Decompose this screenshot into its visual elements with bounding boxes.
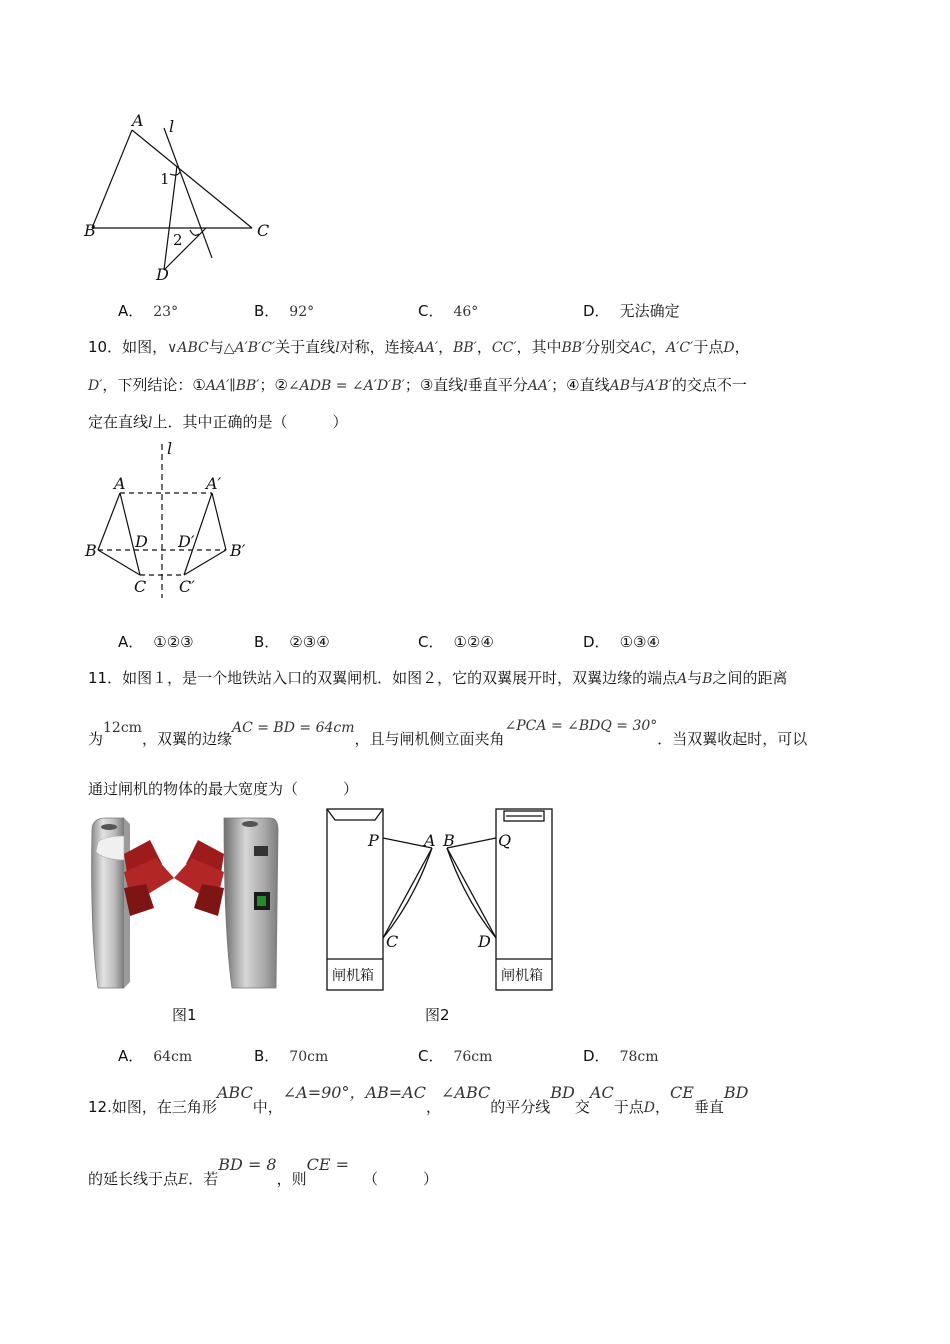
q10-option-c-label: C． <box>418 633 444 651</box>
q11-math: 12cm <box>103 720 142 736</box>
q9-figure <box>80 110 280 290</box>
q10-option-d[interactable] <box>583 631 660 652</box>
q11-line-3 <box>88 778 358 799</box>
q10-option-c[interactable] <box>418 631 494 652</box>
q11-label-q: Q <box>498 831 512 850</box>
q10-math: AA′ <box>414 340 439 356</box>
q11-number: 11． <box>88 669 123 687</box>
q10-option-a-label: A． <box>118 633 144 651</box>
q11-text: 通过闸机的物体的最大宽度为（ ） <box>88 780 359 798</box>
q12-text: 交 <box>574 1098 590 1116</box>
q10-math: l <box>335 340 340 356</box>
q12-math: CE = <box>306 1155 350 1174</box>
q10-text: ；② <box>259 376 288 394</box>
q11-line-1 <box>88 667 788 688</box>
q11-caption-fig1: 图1 <box>172 1006 197 1024</box>
q10-math: A′C′ <box>666 340 694 356</box>
q9-option-c[interactable] <box>418 300 478 321</box>
q11-option-d-label: D． <box>583 1047 610 1065</box>
q10-label-a: A <box>114 474 126 493</box>
q10-label-d-prime: D′ <box>178 532 195 551</box>
q9-option-a-text: 23° <box>153 304 179 320</box>
q10-math: BB′ <box>561 340 586 356</box>
q10-text: 垂直平分 <box>467 376 528 394</box>
q10-text: 于点 <box>693 338 724 356</box>
q11-option-b-label: B． <box>254 1047 280 1065</box>
q9-option-b-label: B． <box>254 302 280 320</box>
q11-text: 之间的距离 <box>712 669 788 687</box>
q10-text: 的交点不一 <box>671 376 747 394</box>
q11-label-p: P <box>368 831 379 850</box>
q10-option-d-label: D． <box>583 633 610 651</box>
q10-math: AA′ <box>527 378 552 394</box>
q11-option-d[interactable] <box>583 1045 659 1066</box>
q10-label-l: l <box>167 440 173 458</box>
q11-option-a-label: A． <box>118 1047 144 1065</box>
q10-option-a[interactable] <box>118 631 194 652</box>
q11-option-d-text: 78cm <box>619 1049 659 1065</box>
q12-text: 中， <box>252 1098 283 1116</box>
q10-line-3 <box>88 411 348 432</box>
q10-option-b[interactable] <box>254 631 330 652</box>
q10-text: ， <box>651 338 667 356</box>
q10-label-b-prime: B′ <box>230 541 246 560</box>
q10-text: ，下列结论：① <box>102 376 206 394</box>
q11-caption-fig2: 图2 <box>425 1006 450 1024</box>
q9-option-c-label: C． <box>418 302 444 320</box>
q11-text: ，双翼的边缘 <box>141 730 232 748</box>
q10-text: 与 <box>208 338 224 356</box>
q10-math: l <box>463 378 468 394</box>
q10-math: D′ <box>88 378 103 394</box>
q11-label-d: D <box>478 932 491 951</box>
q11-text: 为 <box>88 730 104 748</box>
q11-label-b: B <box>443 831 455 850</box>
q10-text: 如图， <box>122 338 168 356</box>
q11-option-b-text: 70cm <box>289 1049 329 1065</box>
q9-option-a-label: A． <box>118 302 144 320</box>
q9-option-d-text: 无法确定 <box>619 302 680 320</box>
q10-option-d-text: ①③④ <box>619 633 660 651</box>
q9-option-d-label: D． <box>583 302 610 320</box>
q12-math: BD <box>550 1083 575 1102</box>
q10-text: ， <box>476 338 492 356</box>
q10-text: 分别交 <box>585 338 631 356</box>
q10-text: 对称，连接 <box>339 338 415 356</box>
q10-option-c-text: ①②④ <box>453 633 494 651</box>
q9-option-b-text: 92° <box>289 304 315 320</box>
q10-option-a-text: ①②③ <box>153 633 194 651</box>
q10-number: 10． <box>88 338 123 356</box>
q10-math: D <box>723 340 735 356</box>
q12-text: ．若 <box>188 1170 219 1188</box>
q12-math: D <box>643 1100 655 1116</box>
q12-text: 垂直 <box>693 1098 724 1116</box>
q9-option-b[interactable] <box>254 300 314 321</box>
q11-math: B <box>702 671 713 687</box>
q12-text: 于点 <box>613 1098 644 1116</box>
q9-label-b: B <box>84 221 96 240</box>
q11-figure-2-diagram <box>320 804 560 994</box>
q9-option-a[interactable] <box>118 300 178 321</box>
q10-math: AA′∥BB′ <box>205 378 260 394</box>
q9-label-c: C <box>257 221 270 240</box>
q12-math: AC <box>589 1083 614 1102</box>
q10-label-c: C <box>134 577 147 596</box>
q10-label-b: B <box>85 541 97 560</box>
q11-box-left-label: 闸机箱 <box>332 968 374 984</box>
q12-math: BD = 8 <box>218 1155 277 1174</box>
q9-angle-2: 2 <box>173 231 183 249</box>
q10-math: △A′B′C′ <box>223 340 276 356</box>
q10-math: ∨ABC <box>167 340 209 356</box>
q12-text: ， <box>654 1098 670 1116</box>
q10-math: BB′ <box>453 340 477 356</box>
q10-math: A′B′ <box>645 378 672 394</box>
q10-text: 与 <box>630 376 646 394</box>
q11-box-right-label: 闸机箱 <box>501 968 543 984</box>
q12-math: ABC <box>216 1083 253 1102</box>
q12-math: E <box>178 1172 189 1188</box>
q11-option-c[interactable] <box>418 1045 492 1066</box>
q11-math: AC = BD = 64cm <box>231 720 355 736</box>
q12-number: 12. <box>88 1098 112 1116</box>
q12-text: 的延长线于点 <box>88 1170 179 1188</box>
q10-text: ， <box>438 338 454 356</box>
q11-label-c: C <box>386 932 399 951</box>
q12-text: ， <box>426 1098 442 1116</box>
q11-option-a[interactable] <box>118 1045 192 1066</box>
q11-math: A <box>677 671 688 687</box>
q10-math: AC <box>630 340 652 356</box>
q12-text: 如图，在三角形 <box>111 1098 217 1116</box>
q12-math: BD <box>723 1083 749 1102</box>
q10-math: AB <box>609 378 631 394</box>
q10-figure <box>80 440 260 600</box>
q10-text: 关于直线 <box>275 338 336 356</box>
q9-label-l: l <box>169 117 175 136</box>
q11-line-2 <box>88 718 808 749</box>
q10-option-b-text: ②③④ <box>289 633 330 651</box>
q9-option-c-text: 46° <box>453 304 479 320</box>
q9-angle-1: 1 <box>160 170 170 188</box>
q10-label-a-prime: A′ <box>206 474 222 493</box>
q10-line-2 <box>88 374 747 395</box>
q10-math: ∠ADB = ∠A′D′B′ <box>287 378 405 394</box>
q9-label-a: A <box>132 111 144 130</box>
q11-option-a-text: 64cm <box>153 1049 193 1065</box>
q12-line-1 <box>88 1083 749 1117</box>
q9-label-d: D <box>156 265 169 284</box>
q11-math: ∠PCA = ∠BDQ = 30° <box>504 718 658 734</box>
q10-text: ；④直线 <box>551 376 610 394</box>
q12-math: CE <box>669 1083 694 1102</box>
q12-math: ∠ABC <box>441 1083 491 1102</box>
q10-text: 上．其中正确的是（ ） <box>152 413 348 431</box>
q10-text: ，其中 <box>516 338 562 356</box>
q12-text: 的平分线 <box>490 1098 551 1116</box>
q10-math: CC′ <box>491 340 517 356</box>
q11-option-c-label: C． <box>418 1047 444 1065</box>
q11-text: 与 <box>687 669 703 687</box>
q12-text: ，则 <box>276 1170 307 1188</box>
q11-text: ，且与闸机侧立面夹角 <box>354 730 505 748</box>
q11-label-a: A <box>424 831 436 850</box>
q10-math: l <box>148 415 153 431</box>
q10-text: ， <box>734 338 750 356</box>
q9-option-d[interactable] <box>583 300 680 321</box>
q10-label-d: D <box>135 532 148 551</box>
q10-option-b-label: B． <box>254 633 280 651</box>
q12-math: ∠A=90°，AB=AC <box>282 1083 426 1102</box>
q12-line-2 <box>88 1155 439 1189</box>
q10-text: ；③直线 <box>404 376 464 394</box>
q11-option-c-text: 76cm <box>453 1049 493 1065</box>
q11-figure-1-turnstile <box>84 812 284 994</box>
q10-label-c-prime: C′ <box>179 577 195 596</box>
q11-text: ．当双翼收起时，可以 <box>657 730 808 748</box>
q10-text: 定在直线 <box>88 413 149 431</box>
q11-option-b[interactable] <box>254 1045 328 1066</box>
q10-line-1 <box>88 336 750 357</box>
q12-text: （ ） <box>363 1170 439 1188</box>
q11-text: 如图１，是一个地铁站入口的双翼闸机．如图２，它的双翼展开时，双翼边缘的端点 <box>122 669 678 687</box>
